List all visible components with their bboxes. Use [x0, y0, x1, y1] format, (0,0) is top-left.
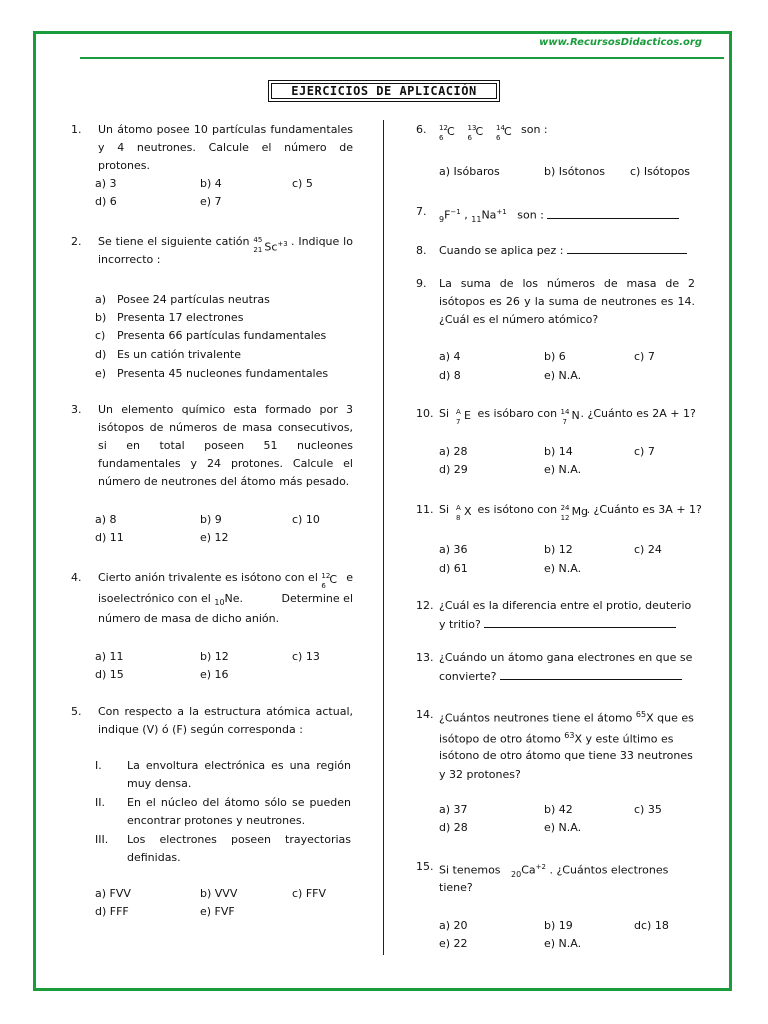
- question-number: 14.: [416, 708, 434, 721]
- question-10: 10. Si A 7 E es isóbaro con 14 7 N . ¿Cuánto es 2A + 1?: [416, 407, 696, 426]
- isotope-notation: 13 6 C: [467, 124, 484, 142]
- option: a) 37: [439, 803, 468, 816]
- list-item: c): [95, 329, 106, 342]
- list-item-text: En el núcleo del átomo sólo se pueden encontrar protones y neutrones.: [127, 796, 351, 827]
- list-item-text: La envoltura electrónica es una región muy densa.: [127, 759, 351, 790]
- question-number: 8.: [416, 244, 427, 257]
- option: b) 19: [544, 919, 573, 932]
- question-13: 13. ¿Cuándo un átomo gana electrones en que se convierte?: [416, 651, 693, 683]
- option: d) 6: [95, 195, 117, 208]
- option: d) 8: [439, 369, 461, 382]
- question-4: 4. Cierto anión trivalente es isótono con el 12 6 C e isoelectrónico con el $_{10}$Ne. Determine el número de masa de dicho anión.: [71, 571, 353, 625]
- option: b) 42: [544, 803, 573, 816]
- question-text: Con respecto a la estructura atómica actual, indique (V) ó (F) según corresponda :: [98, 705, 353, 736]
- option: c) 10: [292, 513, 320, 526]
- option: b) 9: [200, 513, 222, 526]
- question-number: 1.: [71, 123, 82, 136]
- option: c) 13: [292, 650, 320, 663]
- option: e) N.A.: [544, 821, 582, 834]
- question-15: 15. Si tenemos $_{20}Ca^{+2}$ . ¿Cuántos electrones tiene?: [416, 860, 669, 894]
- option: d) 15: [95, 668, 124, 681]
- option: e) 7: [200, 195, 222, 208]
- question-14: 14. ¿Cuántos neutrones tiene el átomo $^{65}$X que es isótopo de otro átomo $^{63}$X y este último es isótono de otro átomo que tiene 33 neutrones y 32 protones?: [416, 708, 694, 781]
- answer-blank: [567, 243, 687, 254]
- list-item: I.: [95, 759, 102, 772]
- answer-blank: [500, 669, 682, 680]
- question-text: Un elemento químico esta formado por 3 isótopos de números de masa consecutivos, si en total poseen 51 nucleones fundamentales y 24 protones. Calcule el número de neutrones del átomo más pesado.: [98, 403, 353, 488]
- option: c) Isótopos: [630, 165, 691, 178]
- option: b) 12: [544, 543, 573, 556]
- option: b) 4: [200, 177, 222, 190]
- list-item: a): [95, 293, 107, 306]
- option: a) FVV: [95, 887, 131, 900]
- answer-blank: [484, 617, 676, 628]
- isotope-notation: 14 7 N: [560, 408, 580, 426]
- option: e) 16: [200, 668, 229, 681]
- page-title: EJERCICIOS DE APLICACIÓN: [268, 80, 500, 102]
- answer-blank: [547, 208, 679, 219]
- question-number: 5.: [71, 705, 82, 718]
- option: d) FFF: [95, 905, 129, 918]
- question-12: 12. ¿Cuál es la diferencia entre el protio, deuterio y tritio?: [416, 599, 692, 631]
- option: e) 22: [439, 937, 468, 950]
- list-item-text: Posee 24 partículas neutras: [117, 293, 270, 306]
- option: c) 7: [634, 350, 655, 363]
- list-item-text: Presenta 17 electrones: [117, 311, 244, 324]
- question-number: 11.: [416, 503, 434, 516]
- column-divider: [383, 120, 384, 955]
- option: d) 61: [439, 562, 468, 575]
- list-item-text: Presenta 66 partículas fundamentales: [117, 329, 327, 342]
- option: e) N.A.: [544, 369, 582, 382]
- option: e) FVF: [200, 905, 235, 918]
- option: b) Isótonos: [544, 165, 605, 178]
- question-text: Un átomo posee 10 partículas fundamentales y 4 neutrones. Calcule el número de protones.: [98, 123, 353, 172]
- isotope-notation: 12 6 C: [321, 572, 338, 590]
- option: b) 14: [544, 445, 573, 458]
- question-number: 3.: [71, 403, 82, 416]
- option: c) 5: [292, 177, 313, 190]
- question-text: Se tiene el siguiente catión: [98, 235, 250, 248]
- isotope-notation: 24 12 Mg: [560, 504, 589, 522]
- option: a) 36: [439, 543, 468, 556]
- isotope-notation: 14 6 C: [496, 124, 512, 142]
- option: c) 7: [634, 445, 655, 458]
- question-6: 6. 12 6 C 13 6 C 14 6 C son :: [416, 123, 548, 142]
- option: a) 3: [95, 177, 117, 190]
- question-number: 4.: [71, 571, 82, 584]
- option: a) 11: [95, 650, 124, 663]
- option: e) N.A.: [544, 463, 582, 476]
- question-number: 15.: [416, 860, 434, 873]
- option: a) 28: [439, 445, 468, 458]
- option: a) 4: [439, 350, 461, 363]
- question-number: 7.: [416, 205, 427, 218]
- question-number: 9.: [416, 277, 427, 290]
- question-text: La suma de los números de masa de 2 isótopos es 26 y la suma de neutrones es 14. ¿Cuál es el número atómico?: [439, 277, 695, 326]
- list-item-text: Los electrones poseen trayectorias definidas.: [127, 833, 351, 864]
- header-rule: [80, 57, 724, 59]
- list-item: III.: [95, 833, 109, 846]
- isotope-notation: A 7 E: [456, 408, 471, 426]
- option: c) FFV: [292, 887, 327, 900]
- list-item: II.: [95, 796, 105, 809]
- option: d) 28: [439, 821, 468, 834]
- option: b) VVV: [200, 887, 238, 900]
- option: c) 24: [634, 543, 662, 556]
- list-item: d): [95, 348, 107, 361]
- option: d) 11: [95, 531, 124, 544]
- question-number: 6.: [416, 123, 427, 136]
- question-number: 13.: [416, 651, 434, 664]
- option: a) Isóbaros: [439, 165, 500, 178]
- list-item-text: Es un catión trivalente: [117, 348, 241, 361]
- question-text: . Indique lo incorrecto :: [98, 235, 353, 266]
- option: e) N.A.: [544, 937, 582, 950]
- option: e) N.A.: [544, 562, 582, 575]
- site-url[interactable]: www.RecursosDidacticos.org: [539, 37, 702, 48]
- ion-notation: 45 21 $Sc^{+3}$: [253, 236, 288, 254]
- option: b) 6: [544, 350, 566, 363]
- option: a) 20: [439, 919, 468, 932]
- option: a) 8: [95, 513, 117, 526]
- list-item: b): [95, 311, 107, 324]
- isotope-notation: A 8 X: [456, 504, 472, 522]
- list-item: e): [95, 367, 107, 380]
- option: c) 35: [634, 803, 662, 816]
- option: dc) 18: [634, 919, 669, 932]
- option: e) 12: [200, 531, 229, 544]
- question-number: 2.: [71, 235, 82, 248]
- question-7: 7. $_9F^{-1}$ , $_{11}Na^{+1}$ son :: [416, 203, 706, 223]
- option: d) 29: [439, 463, 468, 476]
- question-number: 12.: [416, 599, 434, 612]
- list-item-text: Presenta 45 nucleones fundamentales: [117, 367, 329, 380]
- option: b) 12: [200, 650, 229, 663]
- question-number: 10.: [416, 407, 434, 420]
- question-11: 11. Si A 8 X es isótono con 24 12 Mg . ¿Cuánto es 3A + 1?: [416, 503, 702, 522]
- isotope-notation: 12 6 C: [439, 124, 455, 142]
